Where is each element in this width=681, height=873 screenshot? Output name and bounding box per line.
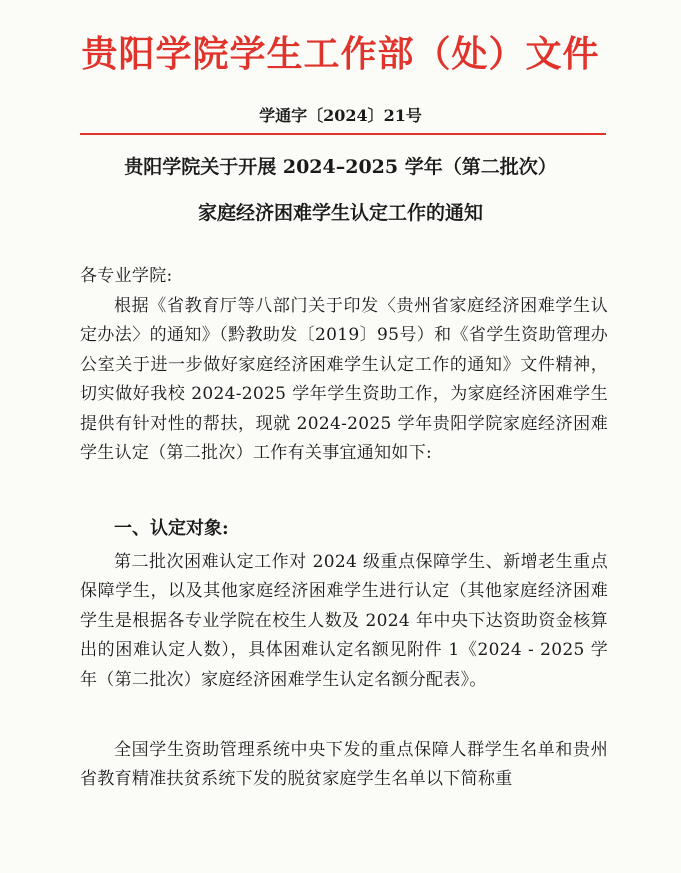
- section-heading-1: 一、认定对象:: [114, 518, 229, 539]
- notice-title-line-1: 贵阳学院关于开展 2024–2025 学年（第二批次）: [124, 156, 557, 178]
- paragraph-recognition-targets: 第二批次困难认定工作对 2024 级重点保障学生、新增老生重点保障学生，以及其他家庭经济困难学生进行认定（其他家庭经济困难学生是根据各专业学院在校生人数及 2024 年中央下达资助资金核算出的困难认定人数），具体困难认定名额见附件 1《2024 - 2025 学年（第二批次）家庭经济困难学生认定名额分配表》。: [80, 552, 608, 690]
- issuer-header-title: 贵阳学院学生工作部（处）文件: [81, 33, 600, 75]
- notice-title-line-2: 家庭经济困难学生认定工作的通知: [197, 202, 483, 224]
- salutation: 各专业学院:: [80, 266, 173, 286]
- document-number: 学通字〔2024〕21号: [259, 106, 422, 125]
- red-divider-line: [80, 133, 606, 135]
- paragraph-key-groups: 全国学生资助管理系统中央下发的重点保障人群学生名单和贵州省教育精准扶贫系统下发的脱贫家庭学生名单以下简称重: [80, 740, 608, 790]
- paragraph-intro: 根据《省教育厅等八部门关于印发〈贵州省家庭经济困难学生认定办法〉的通知》（黔教助发〔2019〕95号）和《省学生资助管理办公室关于进一步做好家庭经济困难学生认定工作的通知》文件精神，切实做好我校 2024-2025 学年学生资助工作，为家庭经济困难学生提供有针对性的帮扶，现就 2024-2025 学年贵阳学院家庭经济困难学生认定（第二批次）工作有关事宜通知如下:: [80, 296, 608, 464]
